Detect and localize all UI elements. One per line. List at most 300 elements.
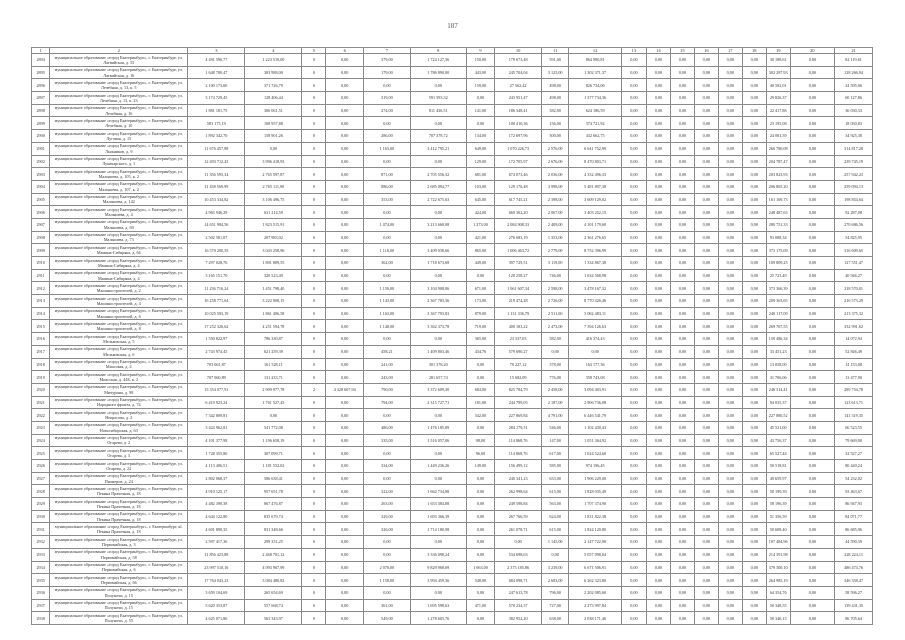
value-cell: 0,00 bbox=[466, 612, 495, 625]
value-cell: 0,00 bbox=[326, 206, 364, 219]
value-cell: 60 127,86 bbox=[835, 92, 873, 105]
value-cell: 12 493 712,43 bbox=[188, 155, 245, 168]
value-cell: 0 bbox=[302, 155, 326, 168]
value-cell: 0 bbox=[302, 612, 326, 625]
value-cell: 0,00 bbox=[742, 485, 766, 498]
value-cell: 0,00 bbox=[790, 498, 835, 511]
value-cell: 886,00 bbox=[364, 180, 411, 193]
value-cell: 0,00 bbox=[742, 358, 766, 371]
column-header: 15 bbox=[670, 48, 694, 54]
table-row bbox=[32, 409, 873, 422]
value-cell: 3 424 962,81 bbox=[188, 421, 245, 434]
value-cell: 50 199,39 bbox=[766, 485, 790, 498]
value-cell: 0,00 bbox=[790, 142, 835, 155]
value-cell: 0 bbox=[302, 472, 326, 485]
value-cell: 0,00 bbox=[326, 269, 364, 282]
value-cell: 1 158,00 bbox=[364, 574, 411, 587]
value-cell: 0,00 bbox=[364, 548, 411, 561]
row-number: 2905 bbox=[32, 193, 50, 206]
value-cell: 0,00 bbox=[646, 586, 670, 599]
value-cell: 0,00 bbox=[466, 117, 495, 130]
value-cell: 443,00 bbox=[466, 66, 495, 79]
value-cell: 248 487,63 bbox=[766, 206, 790, 219]
value-cell: 0,00 bbox=[326, 409, 364, 422]
value-cell: 0,00 bbox=[466, 269, 495, 282]
value-cell: 684,00 bbox=[466, 383, 495, 396]
value-cell: 0,00 bbox=[718, 371, 742, 384]
value-cell: 0,00 bbox=[621, 320, 646, 333]
value-cell: 0,00 bbox=[670, 586, 694, 599]
value-cell: 1 906 229,00 bbox=[569, 472, 621, 485]
value-cell: 2 683,00 bbox=[542, 574, 569, 587]
table-row bbox=[32, 155, 873, 168]
value-cell: 0,00 bbox=[621, 269, 646, 282]
value-cell: 0,00 bbox=[694, 434, 718, 447]
value-cell: 379 300,10 bbox=[766, 561, 790, 574]
value-cell: 82 119,61 bbox=[835, 54, 873, 67]
value-cell: 486 474,76 bbox=[835, 561, 873, 574]
table-row bbox=[32, 574, 873, 587]
value-cell: 0,00 bbox=[790, 523, 835, 536]
value-cell: 0,00 bbox=[694, 612, 718, 625]
value-cell: 269 767,55 bbox=[766, 320, 790, 333]
value-cell: 0 bbox=[302, 193, 326, 206]
address-cell: муниципальное образование «город Екатеринбург», г. Екатеринбург, ул. Мамина-Сибиряка, д. 4 bbox=[50, 269, 188, 282]
column-header: 1 bbox=[32, 48, 50, 54]
address-cell: муниципальное образование «город Екатеринбург», г. Екатеринбург, ул. Полуночи, д. 55 bbox=[50, 612, 188, 625]
value-cell: 2 576,00 bbox=[542, 142, 569, 155]
value-cell: 591,00 bbox=[542, 54, 569, 67]
row-number: 2899 bbox=[32, 117, 50, 130]
value-cell: 0,00 bbox=[621, 92, 646, 105]
value-cell: 617,00 bbox=[542, 447, 569, 460]
value-cell: 382,00 bbox=[542, 104, 569, 117]
table-row bbox=[32, 561, 873, 574]
value-cell: 0,00 bbox=[621, 54, 646, 67]
value-cell: 0,00 bbox=[694, 218, 718, 231]
table-row bbox=[32, 358, 873, 371]
value-cell: 0,00 bbox=[646, 333, 670, 346]
value-cell: 0,00 bbox=[742, 548, 766, 561]
value-cell: 314 817,28 bbox=[835, 142, 873, 155]
value-cell: 1 662 734,98 bbox=[410, 485, 466, 498]
value-cell: 0,00 bbox=[742, 295, 766, 308]
value-cell: 240 117,09 bbox=[766, 307, 790, 320]
value-cell: 36 030,33 bbox=[835, 104, 873, 117]
value-cell: 0,00 bbox=[326, 54, 364, 67]
value-cell: 3 409 038,66 bbox=[410, 244, 466, 257]
value-cell: 306 061,51 bbox=[245, 104, 302, 117]
value-cell: 416 374,43 bbox=[569, 333, 621, 346]
value-cell: 0,00 bbox=[790, 460, 835, 473]
value-cell: 0,00 bbox=[670, 117, 694, 130]
value-cell: 0,00 bbox=[326, 434, 364, 447]
value-cell: 0,00 bbox=[694, 142, 718, 155]
value-cell: 0,00 bbox=[670, 409, 694, 422]
value-cell: 825 784,79 bbox=[495, 383, 542, 396]
value-cell: 867 476,87 bbox=[245, 498, 302, 511]
value-cell: 246 314,41 bbox=[766, 383, 790, 396]
value-cell: 0,00 bbox=[742, 54, 766, 67]
row-number: 2903 bbox=[32, 168, 50, 181]
value-cell: 150 486,34 bbox=[766, 333, 790, 346]
value-cell: 3 996 418,93 bbox=[245, 155, 302, 168]
value-cell: 0,00 bbox=[718, 586, 742, 599]
address-cell: муниципальное образование «город Екатеринбург», г. Екатеринбург, ул. Первомайская, д. 3 bbox=[50, 536, 188, 549]
value-cell: 0,00 bbox=[646, 472, 670, 485]
address-cell: муниципальное образование «город Екатеринбург», г. Екатеринбург, ул. Луговая, д. 15 bbox=[50, 130, 188, 143]
value-cell: 0,00 bbox=[718, 333, 742, 346]
value-cell: 0,00 bbox=[742, 536, 766, 549]
value-cell: 0,00 bbox=[718, 548, 742, 561]
value-cell: 30 188,61 bbox=[766, 54, 790, 67]
value-cell: 0,00 bbox=[364, 409, 411, 422]
value-cell: 0 bbox=[302, 142, 326, 155]
value-cell: 23 337,03 bbox=[495, 333, 542, 346]
value-cell: 0,00 bbox=[742, 523, 766, 536]
row-number: 2920 bbox=[32, 383, 50, 396]
value-cell: 617 745,21 bbox=[495, 193, 542, 206]
value-cell: 0,00 bbox=[621, 244, 646, 257]
value-cell: 107 484,96 bbox=[766, 536, 790, 549]
value-cell: 128 266,94 bbox=[835, 66, 873, 79]
value-cell: 198 854,64 bbox=[835, 193, 873, 206]
row-number: 2910 bbox=[32, 257, 50, 270]
value-cell: 0,00 bbox=[718, 421, 742, 434]
value-cell: 1 695 598,63 bbox=[410, 599, 466, 612]
value-cell: 17 764 043,23 bbox=[188, 574, 245, 587]
table-row bbox=[32, 421, 873, 434]
value-cell: 0,00 bbox=[718, 320, 742, 333]
value-cell: 0,00 bbox=[326, 523, 364, 536]
value-cell: 0,00 bbox=[326, 117, 364, 130]
value-cell: 0,00 bbox=[790, 574, 835, 587]
value-cell: 0,00 bbox=[694, 396, 718, 409]
value-cell: 96,00 bbox=[466, 447, 495, 460]
value-cell: 0,00 bbox=[694, 104, 718, 117]
value-cell: 786 330,87 bbox=[245, 333, 302, 346]
value-cell: 0,00 bbox=[718, 358, 742, 371]
value-cell: 3 412 795,21 bbox=[410, 142, 466, 155]
address-cell: муниципальное образование «город Екатеринбург», г. Екатеринбург, ул. Новосибирская, д. 63 bbox=[50, 421, 188, 434]
value-cell: 0,00 bbox=[621, 79, 646, 92]
value-cell: 498,00 bbox=[542, 79, 569, 92]
value-cell: 114 868,76 bbox=[495, 447, 542, 460]
value-cell: 0,00 bbox=[326, 307, 364, 320]
value-cell: 0,00 bbox=[326, 498, 364, 511]
value-cell: 400 183,22 bbox=[495, 320, 542, 333]
value-cell: 0,00 bbox=[670, 130, 694, 143]
value-cell: 0,00 bbox=[621, 180, 646, 193]
value-cell: 0,00 bbox=[326, 218, 364, 231]
value-cell: 86 685,96 bbox=[835, 523, 873, 536]
value-cell: 362,00 bbox=[364, 257, 411, 270]
row-number: 2894 bbox=[32, 54, 50, 67]
value-cell: 141 319,35 bbox=[835, 409, 873, 422]
value-cell: 2 511,00 bbox=[542, 307, 569, 320]
value-cell: 0,00 bbox=[790, 510, 835, 523]
value-cell: 826 734,06 bbox=[569, 79, 621, 92]
row-number: 2902 bbox=[32, 155, 50, 168]
value-cell: 0,00 bbox=[790, 66, 835, 79]
value-cell: 0,00 bbox=[718, 193, 742, 206]
value-cell: 0,00 bbox=[718, 485, 742, 498]
value-cell: 0,00 bbox=[694, 79, 718, 92]
value-cell: 0,00 bbox=[326, 66, 364, 79]
value-cell: 957 651,78 bbox=[245, 485, 302, 498]
value-cell: 51 356,59 bbox=[766, 510, 790, 523]
value-cell: 227 880,52 bbox=[766, 409, 790, 422]
table-row bbox=[32, 612, 873, 625]
row-number: 2928 bbox=[32, 485, 50, 498]
value-cell: 247 613,78 bbox=[495, 586, 542, 599]
value-cell: 0,00 bbox=[646, 257, 670, 270]
value-cell: 94 035,37 bbox=[766, 396, 790, 409]
value-cell: 3 403 252,15 bbox=[569, 206, 621, 219]
value-cell: 0,00 bbox=[326, 548, 364, 561]
value-cell: 0,00 bbox=[466, 586, 495, 599]
value-cell: 3 998,00 bbox=[542, 180, 569, 193]
value-cell: 0,00 bbox=[694, 536, 718, 549]
value-cell: 0,00 bbox=[790, 231, 835, 244]
value-cell: 40 946,27 bbox=[835, 269, 873, 282]
address-cell: муниципальное образование «город Екатеринбург», г. Екатеринбург, ул. Пекина Прачечная, д. 18 bbox=[50, 510, 188, 523]
value-cell: 0,00 bbox=[466, 548, 495, 561]
value-cell: 0,00 bbox=[621, 307, 646, 320]
row-number: 2933 bbox=[32, 548, 50, 561]
value-cell: 2 468 701,12 bbox=[245, 548, 302, 561]
value-cell: 0,00 bbox=[718, 231, 742, 244]
value-cell: 865,00 bbox=[466, 244, 495, 257]
value-cell: 244 799,05 bbox=[495, 396, 542, 409]
value-cell: 0,00 bbox=[621, 434, 646, 447]
value-cell: 1 707 374,90 bbox=[569, 498, 621, 511]
value-cell: 0,00 bbox=[621, 231, 646, 244]
value-cell: 0,00 bbox=[694, 92, 718, 105]
value-cell: 262 998,64 bbox=[495, 485, 542, 498]
table-row bbox=[32, 333, 873, 346]
value-cell: 0 bbox=[302, 396, 326, 409]
value-cell: 240 341,23 bbox=[495, 472, 542, 485]
value-cell: 397 729,51 bbox=[495, 257, 542, 270]
value-cell: 0,00 bbox=[364, 536, 411, 549]
value-cell: 586 638,41 bbox=[245, 472, 302, 485]
value-cell: 373 366,39 bbox=[766, 282, 790, 295]
value-cell: 274,00 bbox=[364, 104, 411, 117]
value-cell: 2 909 977,78 bbox=[245, 383, 302, 396]
value-cell: 0,00 bbox=[542, 548, 569, 561]
value-cell: 0,00 bbox=[718, 345, 742, 358]
value-cell: 0,00 bbox=[718, 498, 742, 511]
data-table bbox=[31, 47, 873, 625]
value-cell: 811 436,51 bbox=[410, 104, 466, 117]
value-cell: 790,00 bbox=[364, 383, 411, 396]
value-cell: 0,00 bbox=[542, 345, 569, 358]
value-cell: 579 690,27 bbox=[495, 345, 542, 358]
value-cell: 3 609 129,02 bbox=[569, 193, 621, 206]
value-cell: 4 093 907,99 bbox=[245, 561, 302, 574]
value-cell: 373 175,09 bbox=[766, 244, 790, 257]
value-cell: 2 906 736,08 bbox=[569, 396, 621, 409]
value-cell: 615,00 bbox=[542, 523, 569, 536]
value-cell: 103,00 bbox=[466, 180, 495, 193]
value-cell: 557 668,74 bbox=[245, 599, 302, 612]
value-cell: 2 458,00 bbox=[542, 383, 569, 396]
address-cell: муниципальное образование «город Екатеринбург», г. Екатеринбург, ул. Малышева, д. 142 bbox=[50, 193, 188, 206]
value-cell: 582,00 bbox=[542, 333, 569, 346]
row-number: 2895 bbox=[32, 66, 50, 79]
value-cell: 0,00 bbox=[790, 307, 835, 320]
address-cell: муниципальное образование «город Екатеринбург», г. Екатеринбург, ул. Луначарского, д. 1 bbox=[50, 155, 188, 168]
value-cell: 0 bbox=[302, 244, 326, 257]
value-cell: 2 743 974,45 bbox=[188, 345, 245, 358]
value-cell: 1 273,00 bbox=[466, 218, 495, 231]
value-cell: 0,00 bbox=[646, 485, 670, 498]
row-number: 2923 bbox=[32, 421, 50, 434]
value-cell: 0,00 bbox=[718, 117, 742, 130]
value-cell: 86 947,93 bbox=[835, 498, 873, 511]
value-cell: 434,76 bbox=[466, 345, 495, 358]
address-cell: муниципальное образование «город Екатеринбург», г. Екатеринбург, ул. Лечебная, д. 13, к. 23 bbox=[50, 92, 188, 105]
address-cell: муниципальное образование «город Екатеринбург», г. Екатеринбург, ул. Латвийская, д. 55 bbox=[50, 54, 188, 67]
table-row bbox=[32, 383, 873, 396]
value-cell: 3 084 480,82 bbox=[245, 574, 302, 587]
value-cell: 0,00 bbox=[326, 92, 364, 105]
address-cell: муниципальное образование «город Екатеринбург», г. Екатеринбург, ул. Некрасова, д. 2 bbox=[50, 409, 188, 422]
value-cell: 615,00 bbox=[542, 485, 569, 498]
value-cell: 0 bbox=[302, 498, 326, 511]
value-cell: 0,00 bbox=[670, 536, 694, 549]
value-cell: 0,00 bbox=[742, 130, 766, 143]
value-cell: 2 bbox=[302, 383, 326, 396]
value-cell: 1 061 607,34 bbox=[495, 282, 542, 295]
value-cell: 0,00 bbox=[742, 269, 766, 282]
address-cell: муниципальное образование «город Екатеринбург», г. Екатеринбург, ул. Первомайская, д. 58 bbox=[50, 548, 188, 561]
value-cell: 6 671 506,91 bbox=[569, 561, 621, 574]
value-cell: 0,00 bbox=[621, 155, 646, 168]
value-cell: 4 251 594,78 bbox=[245, 320, 302, 333]
value-cell: 371 726,79 bbox=[245, 79, 302, 92]
value-cell: 0,00 bbox=[670, 421, 694, 434]
value-cell: 671,00 bbox=[466, 282, 495, 295]
value-cell: 0,00 bbox=[790, 79, 835, 92]
value-cell: 10 025 583,19 bbox=[188, 307, 245, 320]
value-cell: 0,00 bbox=[694, 409, 718, 422]
value-cell: 0,00 bbox=[742, 282, 766, 295]
value-cell: 0,00 bbox=[694, 193, 718, 206]
value-cell: 0,00 bbox=[742, 193, 766, 206]
page-number: 187 bbox=[447, 22, 458, 30]
value-cell: 0,00 bbox=[621, 498, 646, 511]
value-cell: 307 099,71 bbox=[245, 447, 302, 460]
value-cell: 1 728 355,86 bbox=[188, 447, 245, 460]
table-row bbox=[32, 117, 873, 130]
row-number: 2901 bbox=[32, 142, 50, 155]
value-cell: 2 375 185,86 bbox=[495, 561, 542, 574]
value-cell: 2 722 675,63 bbox=[410, 193, 466, 206]
value-cell: 265 654,69 bbox=[245, 586, 302, 599]
value-cell: 0 bbox=[302, 104, 326, 117]
value-cell: 44 590,39 bbox=[835, 536, 873, 549]
value-cell: 585,00 bbox=[542, 460, 569, 473]
value-cell: 0 bbox=[302, 434, 326, 447]
value-cell: 879,00 bbox=[466, 307, 495, 320]
value-cell: 649,00 bbox=[466, 142, 495, 155]
value-cell: 0,00 bbox=[670, 206, 694, 219]
value-cell: 0,00 bbox=[326, 345, 364, 358]
value-cell: 0,00 bbox=[410, 231, 466, 244]
value-cell: 0,00 bbox=[670, 193, 694, 206]
value-cell: 0,00 bbox=[790, 180, 835, 193]
column-header: 13 bbox=[621, 48, 646, 54]
value-cell: 374 721,92 bbox=[569, 117, 621, 130]
value-cell: 2 705 556,32 bbox=[410, 168, 466, 181]
value-cell: 16 570 200,55 bbox=[188, 244, 245, 257]
value-cell: 0,00 bbox=[694, 421, 718, 434]
value-cell: 549,00 bbox=[364, 612, 411, 625]
value-cell: 0,00 bbox=[646, 599, 670, 612]
address-cell: муниципальное образование «город Екатеринбург», г. Екатеринбург, ул. Мельковская, д. 6 bbox=[50, 345, 188, 358]
value-cell: 0,00 bbox=[646, 142, 670, 155]
value-cell: 0,00 bbox=[621, 193, 646, 206]
value-cell: 1 063,00 bbox=[466, 561, 495, 574]
value-cell: 0,00 bbox=[718, 409, 742, 422]
value-cell: 0,00 bbox=[670, 66, 694, 79]
value-cell: 0 bbox=[302, 586, 326, 599]
value-cell: 0,00 bbox=[694, 130, 718, 143]
value-cell: 0,00 bbox=[646, 612, 670, 625]
column-header: 9 bbox=[466, 48, 495, 54]
value-cell: 286,00 bbox=[364, 130, 411, 143]
table-row bbox=[32, 180, 873, 193]
value-cell: 0,00 bbox=[364, 206, 411, 219]
table-row bbox=[32, 92, 873, 105]
row-number: 2904 bbox=[32, 180, 50, 193]
value-cell: 0,00 bbox=[742, 257, 766, 270]
value-cell: 0,00 bbox=[670, 333, 694, 346]
value-cell: 0,00 bbox=[790, 218, 835, 231]
value-cell: 0,00 bbox=[718, 295, 742, 308]
value-cell: 0,00 bbox=[621, 104, 646, 117]
value-cell: 1 163,00 bbox=[364, 142, 411, 155]
value-cell: 45 521,00 bbox=[766, 421, 790, 434]
value-cell: 249 598,84 bbox=[495, 498, 542, 511]
value-cell: 0,00 bbox=[646, 92, 670, 105]
value-cell: 1 181 552,02 bbox=[245, 460, 302, 473]
address-cell: муниципальное образование «город Екатеринбург», г. Екатеринбург, ул. Мамина-Сибиряка, д. 64 bbox=[50, 244, 188, 257]
value-cell: 141,00 bbox=[466, 104, 495, 117]
value-cell: 0,00 bbox=[621, 345, 646, 358]
row-number: 2936 bbox=[32, 586, 50, 599]
value-cell: 0,00 bbox=[670, 599, 694, 612]
value-cell: 0,00 bbox=[621, 218, 646, 231]
value-cell: 0,00 bbox=[646, 574, 670, 587]
value-cell: 0,00 bbox=[670, 460, 694, 473]
value-cell: 0,00 bbox=[621, 472, 646, 485]
column-header: 16 bbox=[694, 48, 718, 54]
value-cell: 18 030,83 bbox=[835, 117, 873, 130]
value-cell: 0,00 bbox=[718, 434, 742, 447]
value-cell: 2 367 783,36 bbox=[410, 295, 466, 308]
address-cell: муниципальное образование «город Екатеринбург», г. Екатеринбург, ул. Малышева, д. 105, к. 2 bbox=[50, 168, 188, 181]
value-cell: 631 214,59 bbox=[245, 206, 302, 219]
value-cell: 0,00 bbox=[742, 218, 766, 231]
value-cell: 0,00 bbox=[646, 536, 670, 549]
value-cell: 0 bbox=[302, 574, 326, 587]
value-cell: 0,00 bbox=[326, 472, 364, 485]
address-cell: муниципальное образование «город Екатеринбург», г. Екатеринбург, ул. Полуночи, д. 15 bbox=[50, 599, 188, 612]
value-cell: 0,00 bbox=[790, 383, 835, 396]
